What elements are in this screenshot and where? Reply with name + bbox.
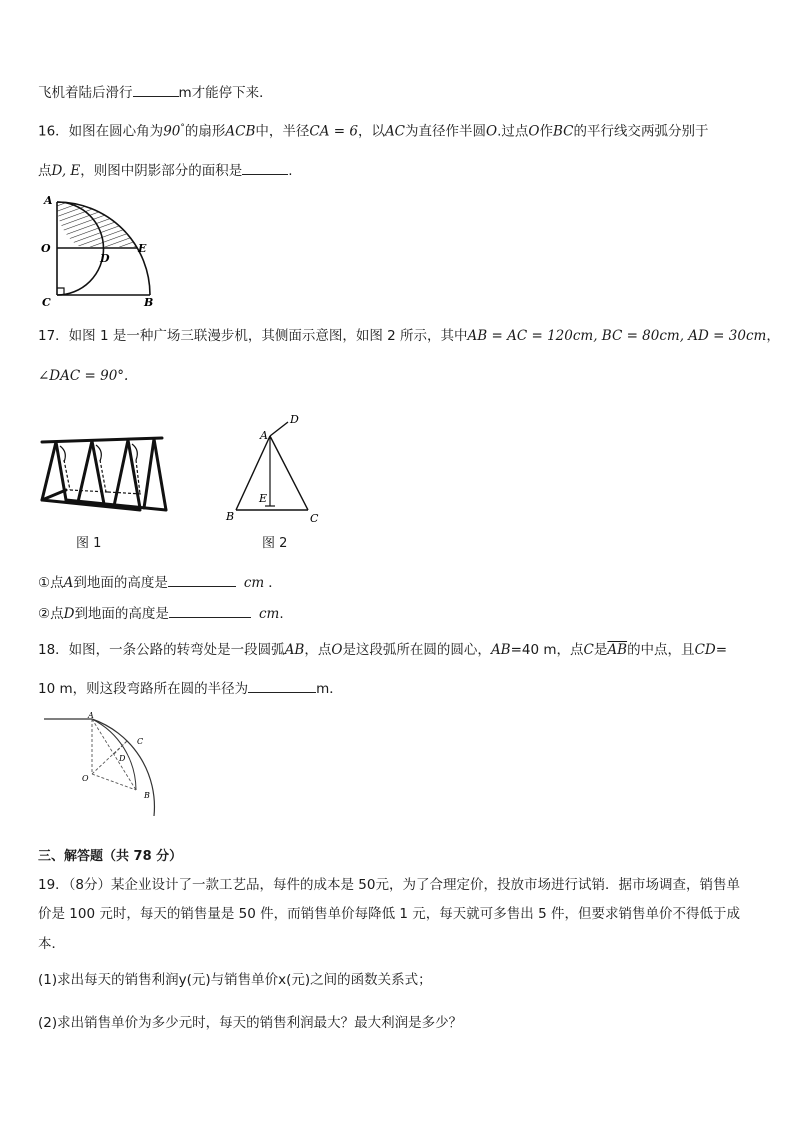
q17-line1 <box>38 327 780 345</box>
math: $\overline{AB}$ <box>607 642 628 658</box>
label-o: O <box>82 774 89 783</box>
label-d: D <box>100 252 110 265</box>
math: BC <box>552 123 574 140</box>
q19-part1: (1)求出每天的销售利润y(元)与销售单价x(元)之间的函数关系式； <box>38 972 432 988</box>
figure-17-1-walker <box>36 430 176 522</box>
answer-blank <box>133 82 179 97</box>
text: 作 <box>539 123 553 140</box>
text: ①点 <box>38 575 64 591</box>
math: CD <box>694 642 716 658</box>
label-b: B <box>144 296 154 309</box>
math: C <box>583 642 594 658</box>
answer-blank <box>168 572 236 587</box>
math: AB = AC = 120cm, BC = 80cm, AD = 30cm <box>467 328 767 344</box>
text: ． <box>268 575 282 591</box>
math: O <box>486 123 498 140</box>
q19-line2: 价是 100 元时，每天的销售量是 50 件，而销售单价每降低 1 元，每天就可多售出 5 件，但要求销售单价不得低于成 <box>38 906 740 922</box>
q19-part2: (2)求出销售单价为多少元时，每天的销售利润最大？最大利润是多少？ <box>38 1015 463 1031</box>
math: A <box>63 575 74 591</box>
label-c: C <box>137 737 144 746</box>
label-a: A <box>88 711 94 720</box>
label-b: B <box>226 510 235 523</box>
text: 点 <box>38 163 52 179</box>
text: . <box>279 606 284 622</box>
q18-line2 <box>38 678 343 698</box>
text: ，则图中阴影部分的面积是 <box>80 163 243 179</box>
q17-part2 <box>38 603 284 623</box>
math: ACB <box>225 123 256 140</box>
figure-18-road <box>40 706 170 824</box>
math: O <box>331 642 343 658</box>
text: 到地面的高度是 <box>74 606 169 622</box>
math: D, E <box>51 163 81 179</box>
text: 10 m，则这段弯路所在圆的半径为 <box>38 681 249 697</box>
math: D <box>63 606 75 622</box>
label-c: C <box>310 512 319 525</box>
text: 是这段弧所在圆的圆心， <box>342 642 491 658</box>
q18-line1 <box>38 641 727 659</box>
text: ， <box>766 328 780 344</box>
label-e: E <box>138 242 147 255</box>
answer-blank <box>242 160 288 175</box>
q16-line1: 16．如图在圆心角为90°的扇形ACB中，半径CA = 6，以AC为直径作半圆O.过点O作BC的平行线交两弧分别于 <box>38 123 709 140</box>
math: AB <box>284 642 305 658</box>
q17-line2 <box>38 367 128 385</box>
q15-tail <box>38 82 273 102</box>
math: ° <box>180 123 185 133</box>
text: 是 <box>593 642 608 658</box>
text: 过点 <box>501 123 529 140</box>
segment-ac <box>270 436 308 510</box>
text: ②点 <box>38 606 64 622</box>
label-a: A <box>44 194 53 207</box>
text: =40 m，点 <box>510 642 584 658</box>
text: 18．如图，一条公路的转弯处是一段圆弧 <box>38 642 285 658</box>
text: 17．如图 1 是一种广场三联漫步机，其侧面示意图，如图 2 所示，其中 <box>38 328 468 344</box>
text: . <box>288 163 293 179</box>
text: = <box>715 642 728 658</box>
q19-line3: 本． <box>38 936 65 952</box>
unit: cm <box>258 606 280 622</box>
section-heading: 三、解答题（共 78 分） <box>38 849 183 864</box>
answer-blank <box>248 678 316 693</box>
text: 飞机着陆后滑行 <box>38 85 133 101</box>
label-e: E <box>259 492 268 505</box>
q17-part1 <box>38 572 282 592</box>
figure-17-2-triangle <box>222 410 332 528</box>
math: AC <box>384 123 406 140</box>
math: O <box>528 123 540 140</box>
math: CA = 6 <box>309 123 358 140</box>
text: 为直径作半圆 <box>405 123 487 140</box>
label-b: B <box>144 791 150 800</box>
math: ∠DAC = 90°. <box>38 368 129 384</box>
q16-line2 <box>38 160 293 180</box>
text: m才能停下来． <box>178 85 273 101</box>
math: 90 <box>163 123 181 140</box>
q19-line1: 19．（8分）某企业设计了一款工艺品，每件的成本是 50元，为了合理定价，投放市场进行试销．据市场调查，销售单 <box>38 877 740 893</box>
text: m． <box>316 681 343 697</box>
figure-2-caption: 图 2 <box>262 536 288 551</box>
label-a: A <box>260 429 268 442</box>
label-d: D <box>290 413 299 426</box>
segment-ad <box>270 422 288 436</box>
answer-blank <box>169 603 251 618</box>
text: 的平行线交两弧分别于 <box>573 123 709 140</box>
label-c: C <box>42 296 51 309</box>
text: 16．如图在圆心角为 <box>38 123 164 140</box>
unit: cm <box>243 575 265 591</box>
text: 的扇形 <box>184 123 226 140</box>
label-o: O <box>41 242 51 255</box>
figure-1-caption: 图 1 <box>76 536 102 551</box>
text: 到地面的高度是 <box>73 575 168 591</box>
text: 中，半径 <box>255 123 310 140</box>
figure-16-sector <box>36 192 158 312</box>
text: ，点 <box>304 642 332 658</box>
text: ，以 <box>357 123 385 140</box>
math: AB <box>490 642 511 658</box>
label-d: D <box>119 754 126 763</box>
text: 的中点，且 <box>627 642 695 658</box>
